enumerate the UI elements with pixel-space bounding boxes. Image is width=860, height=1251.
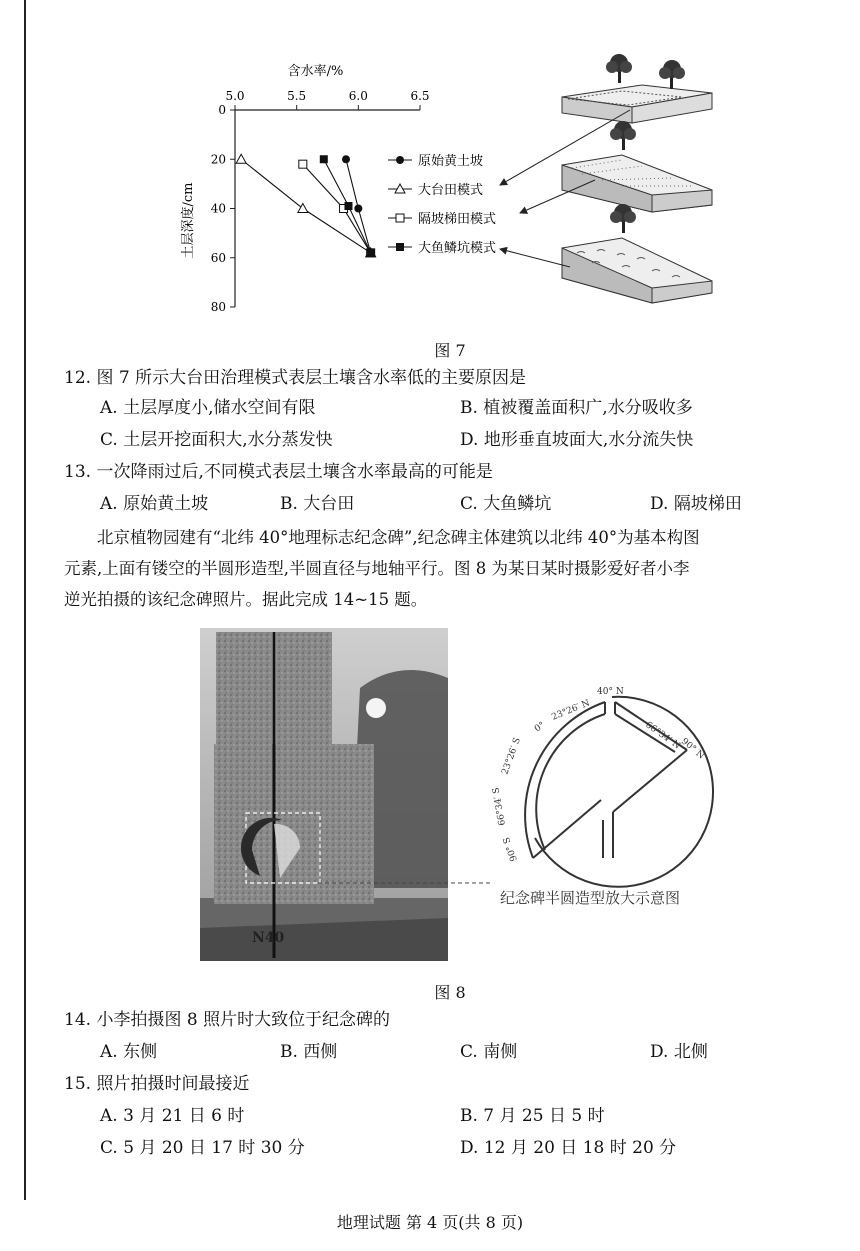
marker-filled-circle (354, 205, 362, 213)
marker-open-triangle (298, 204, 308, 213)
passage-line: 逆光拍摄的该纪念碑照片。据此完成 14~15 题。 (64, 590, 428, 609)
tree-icon (610, 121, 636, 150)
q14-option-c: C. 南侧 (460, 1042, 518, 1062)
figure7-chart (150, 55, 750, 325)
page-margin-line (24, 0, 26, 1200)
diagram-caption: 纪念碑半圆造型放大示意图 (500, 889, 681, 907)
page-footer: 地理试题 第 4 页(共 8 页) (336, 1213, 524, 1232)
label-23n: 23°26′ N (550, 698, 592, 723)
legend-label: 原始黄土坡 (418, 154, 484, 169)
label-90s: 90° S (501, 835, 520, 863)
y-tick-label: 0 (218, 103, 226, 117)
marker-open-square (299, 160, 307, 168)
label-23s: 23°26′ S (500, 736, 523, 777)
q12-option-b: B. 植被覆盖面积广,水分吸收多 (460, 398, 693, 418)
y-tick-label: 40 (210, 201, 226, 216)
q14-option-b: B. 西侧 (280, 1042, 338, 1062)
y-tick-label: 20 (210, 152, 226, 167)
series-3 (320, 155, 375, 257)
tree-icon (610, 204, 636, 233)
chart-legend (388, 153, 496, 256)
y-tick-label: 60 (210, 250, 226, 265)
x-tick-label: 5.0 (225, 89, 245, 103)
terrain-illustrations (500, 54, 712, 303)
label-40n: 40° N (597, 687, 624, 697)
q15-option-b: B. 7 月 25 日 5 时 (460, 1106, 605, 1126)
marker-filled-square (344, 202, 352, 210)
y-axis-label: 土层深度/cm (181, 182, 196, 259)
photo-n40-text: N40 (252, 930, 285, 946)
schematic-diameter (613, 750, 687, 812)
marker-filled-square (396, 243, 404, 251)
legend-entry (388, 153, 483, 169)
tree-icon (659, 60, 685, 89)
marker-open-triangle (236, 154, 246, 163)
legend-entry (388, 240, 496, 256)
big-terrace-illustration (562, 54, 712, 123)
q12-option-c: C. 土层开挖面积大,水分蒸发快 (100, 430, 333, 450)
q13-option-b: B. 大台田 (280, 494, 355, 514)
x-tick-label: 6.5 (410, 89, 430, 103)
figure7-caption: 图 7 (434, 341, 466, 360)
q15-option-c: C. 5 月 20 日 17 时 30 分 (100, 1138, 305, 1158)
x-axis-label: 含水率/% (287, 64, 344, 79)
q13-option-c: C. 大鱼鳞坑 (460, 494, 552, 514)
semicircle-schematic (491, 680, 725, 870)
legend-label: 隔坡梯田模式 (418, 212, 497, 227)
y-tick-label: 80 (210, 300, 226, 314)
tree-icon (606, 54, 632, 83)
q15-option-a: A. 3 月 21 日 6 时 (100, 1106, 245, 1126)
q13-option-a: A. 原始黄土坡 (100, 494, 209, 514)
label-66n: 66°34′ N (643, 720, 682, 752)
legend-entry (388, 182, 483, 198)
q12-option-d: D. 地形垂直坡面大,水分流失快 (460, 430, 694, 450)
label-66s: 66°34′ S (491, 786, 508, 827)
q14-option-a: A. 东侧 (100, 1042, 158, 1062)
x-tick-label: 6.0 (348, 89, 368, 103)
x-tick-label: 5.5 (287, 89, 307, 103)
arrow-line (500, 249, 570, 267)
q15-option-d: D. 12 月 20 日 18 时 20 分 (460, 1138, 677, 1158)
legend-entry (388, 211, 496, 227)
marker-open-square (396, 214, 404, 222)
series-2 (299, 160, 375, 257)
marker-filled-square (367, 249, 375, 257)
q13-option-d: D. 隔坡梯田 (650, 494, 742, 514)
legend-label: 大鱼鳞坑模式 (418, 241, 497, 256)
passage (64, 522, 844, 615)
chart-series (236, 154, 376, 257)
legend-label: 大台田模式 (418, 183, 484, 198)
monument-photo (200, 628, 448, 961)
monument-base (214, 744, 374, 904)
label-90n: 90° N (679, 736, 706, 762)
marker-filled-circle (396, 156, 404, 164)
passage-line: 元素,上面有镂空的半圆形造型,半圆直径与地轴平行。图 8 为某日某时摄影爱好者小李 (64, 559, 690, 578)
slope-terrace-illustration (562, 121, 712, 212)
label-0: 0° (532, 720, 548, 735)
marker-filled-circle (342, 155, 350, 163)
marker-filled-square (320, 155, 328, 163)
q14-stem: 14. 小李拍摄图 8 照片时大致位于纪念碑的 (64, 1010, 391, 1030)
series-1 (236, 154, 376, 257)
q13-stem: 13. 一次降雨过后,不同模式表层土壤含水率最高的可能是 (64, 462, 493, 482)
figure8-caption: 图 8 (434, 983, 466, 1002)
q12-option-a: A. 土层厚度小,储水空间有限 (100, 398, 316, 418)
q15-stem: 15. 照片拍摄时间最接近 (64, 1074, 250, 1094)
sun-icon (366, 698, 386, 718)
fish-scale-pit-illustration (562, 204, 712, 303)
q14-option-d: D. 北侧 (650, 1042, 708, 1062)
passage-line: 北京植物园建有“北纬 40°地理标志纪念碑”,纪念碑主体建筑以北纬 40°为基本构图 (97, 528, 700, 547)
arrow-line (520, 180, 595, 213)
q12-stem: 12. 图 7 所示大台田治理模式表层土壤含水率低的主要原因是 (64, 368, 527, 388)
